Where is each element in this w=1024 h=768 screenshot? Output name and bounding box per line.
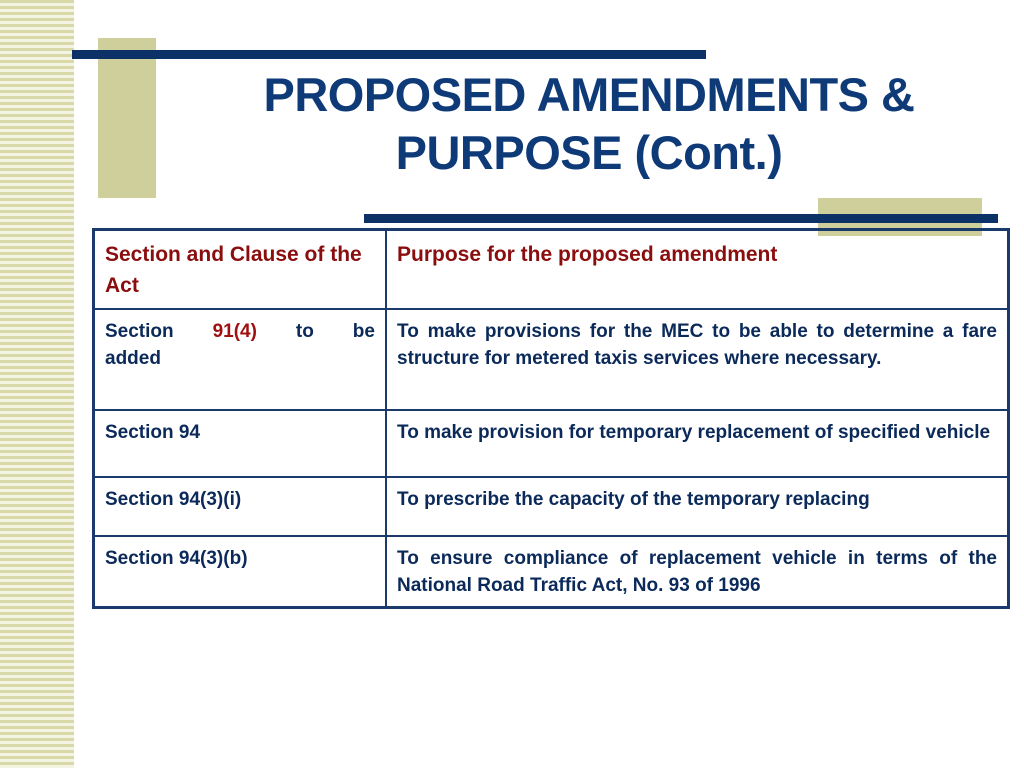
section-reference: 91(4)	[212, 321, 257, 342]
slide-title	[160, 66, 1018, 182]
section-word-be: be	[352, 321, 375, 342]
section-cell	[94, 309, 387, 410]
table-row	[94, 477, 1009, 536]
purpose-cell: To prescribe the capacity of the temporary replacing	[386, 477, 1009, 536]
section-cell-line2: added	[105, 348, 161, 369]
slide-title-line1: PROPOSED AMENDMENTS &	[263, 68, 915, 121]
decorative-line-top	[72, 50, 706, 59]
slide-title-line2: PURPOSE (Cont.)	[395, 126, 783, 179]
header-purpose: Purpose for the proposed amendment	[386, 230, 1009, 310]
decorative-block-left	[98, 38, 156, 198]
decorative-line-bottom	[364, 214, 998, 223]
table-header-row	[94, 230, 1009, 310]
section-word: Section	[105, 321, 174, 342]
amendments-table-wrapper	[92, 228, 1010, 609]
purpose-cell: To make provisions for the MEC to be able to determine a fare structure for metered taxis services where necessary.	[386, 309, 1009, 410]
section-word-to: to	[295, 321, 314, 342]
section-cell: Section 94(3)(b)	[94, 536, 387, 608]
purpose-cell: To make provision for temporary replacement of specified vehicle	[386, 410, 1009, 477]
amendments-table	[92, 228, 1010, 609]
header-section: Section and Clause of the Act	[94, 230, 387, 310]
section-cell: Section 94(3)(i)	[94, 477, 387, 536]
table-row	[94, 309, 1009, 410]
decorative-stripes	[0, 0, 74, 768]
table-row	[94, 410, 1009, 477]
section-cell: Section 94	[94, 410, 387, 477]
purpose-cell: To ensure compliance of replacement vehicle in terms of the National Road Traffic Act, No. 93 of 1996	[386, 536, 1009, 608]
section-cell-line1	[105, 318, 375, 345]
table-row	[94, 536, 1009, 608]
